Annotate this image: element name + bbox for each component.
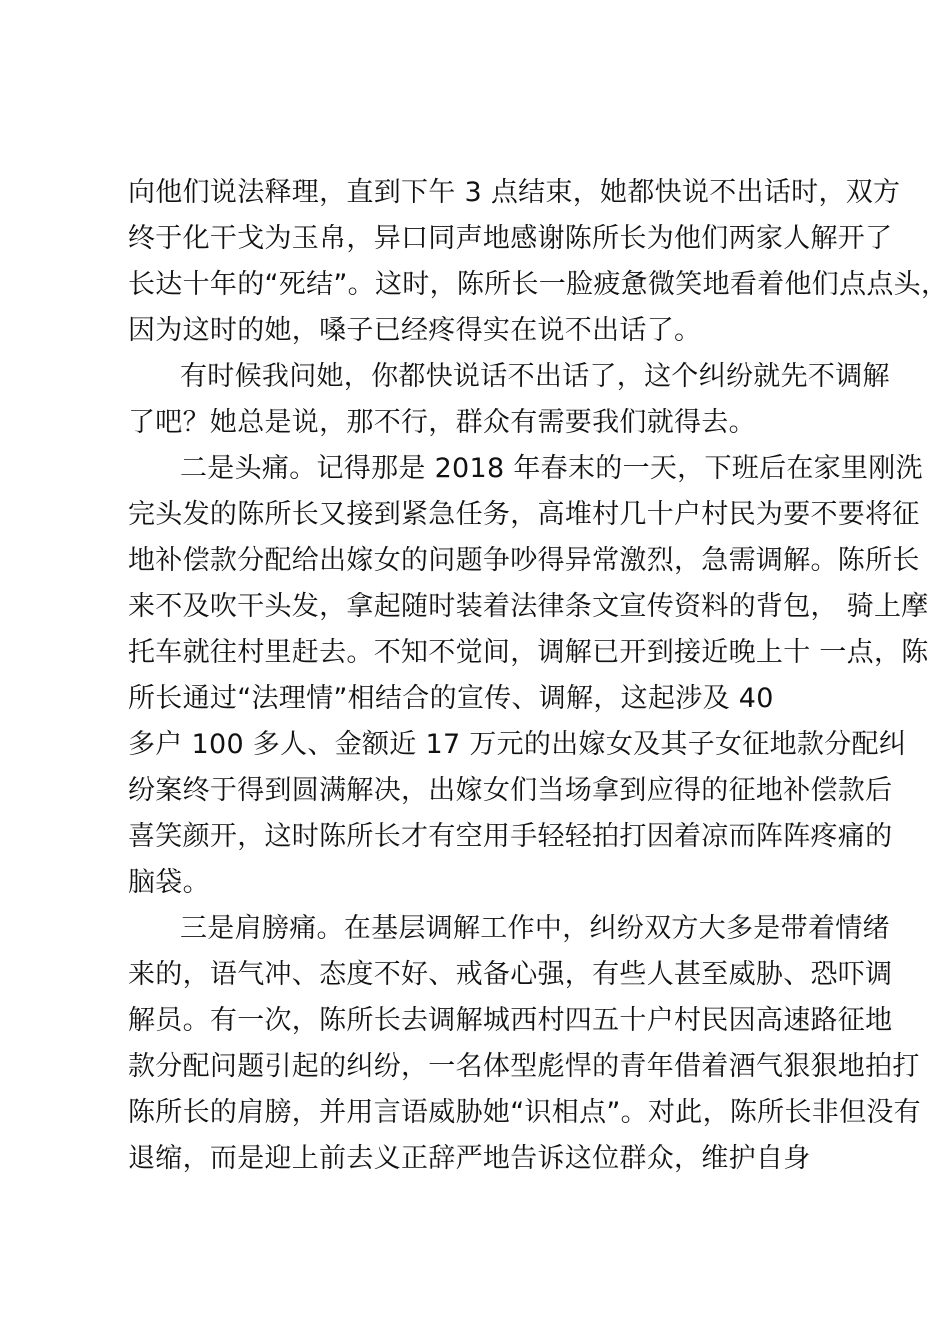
- text-line: 退缩，而是迎上前去义正辞严地告诉这位群众，维护自身: [128, 1143, 811, 1174]
- text-line: 脑袋。: [128, 867, 210, 898]
- text-line: 款分配问题引起的纠纷，一名体型彪悍的青年借着酒气狠狠地拍打: [128, 1051, 920, 1082]
- text-line: 多户 100 多人、金额近 17 万元的出嫁女及其子女征地款分配纠: [128, 729, 907, 760]
- text-line: 地补偿款分配给出嫁女的问题争吵得异常激烈，急需调解。陈所长: [128, 545, 920, 576]
- text-line: 托车就往村里赶去。不知不觉间，调解已开到接近晚上十 一点，陈: [128, 637, 929, 668]
- text-line: 二是头痛。记得那是 2018 年春末的一天，下班后在家里刚洗: [180, 453, 923, 484]
- text-line: 了吧？她总是说，那不行，群众有需要我们就得去。: [128, 407, 756, 438]
- text-line: 纷案终于得到圆满解决，出嫁女们当场拿到应得的征地补偿款后: [128, 775, 893, 806]
- text-line: 向他们说法释理，直到下午 3 点结束，她都快说不出话时，双方: [128, 177, 901, 208]
- text-line: 喜笑颜开，这时陈所长才有空用手轻轻拍打因着凉而阵阵疼痛的: [128, 821, 893, 852]
- text-line: 长达十年的“死结”。这时，陈所长一脸疲惫微笑地看着他们点点头，: [128, 269, 949, 300]
- text-line: 因为这时的她，嗓子已经疼得实在说不出话了。: [128, 315, 702, 346]
- text-line: 有时候我问她，你都快说话不出话了，这个纠纷就先不调解: [180, 361, 890, 392]
- text-line: 来不及吹干头发，拿起随时装着法律条文宣传资料的背包， 骑上摩: [128, 591, 929, 622]
- text-line: 解员。有一次，陈所长去调解城西村四五十户村民因高速路征地: [128, 1005, 893, 1036]
- text-line: 所长通过“法理情”相结合的宣传、调解，这起涉及 40: [128, 683, 774, 714]
- text-line: 陈所长的肩膀，并用言语威胁她“识相点”。对此，陈所长非但没有: [128, 1097, 921, 1128]
- text-line: 来的，语气冲、态度不好、戒备心强，有些人甚至威胁、恐吓调: [128, 959, 893, 990]
- text-line: 完头发的陈所长又接到紧急任务，高堆村几十户村民为要不要将征: [128, 499, 920, 530]
- text-line: 终于化干戈为玉帛，异口同声地感谢陈所长为他们两家人解开了: [128, 223, 893, 254]
- text-line: 三是肩膀痛。在基层调解工作中，纠纷双方大多是带着情绪: [180, 913, 890, 944]
